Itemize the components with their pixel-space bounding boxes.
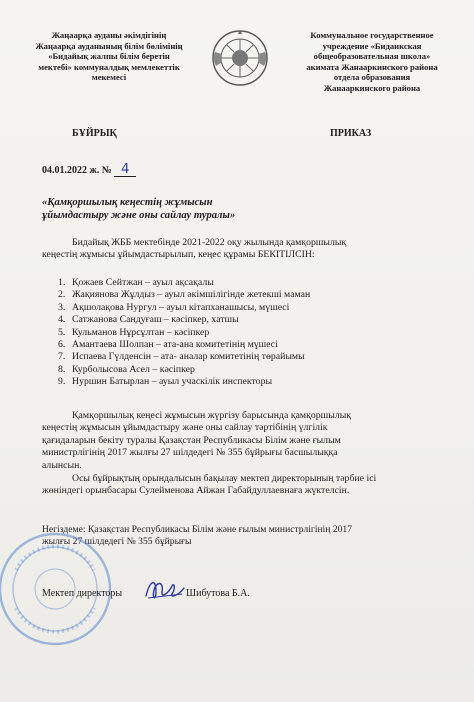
basis-line: жылғы 27 шілдедегі № 355 бұйрығы — [42, 536, 192, 548]
basis-line: Негіздеме: Қазақстан Республикасы Білім және ғылым министрлігінің 2017 — [42, 524, 353, 535]
handwritten-signature-icon — [142, 574, 188, 604]
order-subject-line: «Қамқоршылық кеңестің жұмысын — [42, 197, 213, 208]
header-russian — [278, 30, 466, 94]
header-kazakh-line: «Бидайық жалпы білім беретін — [48, 51, 170, 62]
list-item-text: Нуршин Батырлан – ауыл учаскілік инспекторы — [72, 376, 273, 388]
list-item — [58, 327, 438, 339]
header-kazakh — [14, 30, 204, 83]
list-item-number: 8. — [58, 363, 66, 375]
order-subject-line: ұйымдастыру және оны сайлау туралы» — [42, 210, 236, 221]
list-item-number: 3. — [58, 301, 66, 313]
order-date: 04.01.2022 ж. № — [42, 165, 112, 176]
intro-paragraph — [42, 237, 446, 262]
order-title-kazakh: БҰЙРЫҚ — [72, 128, 117, 139]
list-item-number: 4. — [58, 314, 66, 326]
list-item-number: 7. — [58, 351, 66, 363]
list-item — [58, 339, 438, 351]
list-item-text: Қожаев Сейтжан – ауыл ақсақалы — [72, 277, 214, 288]
council-members-list — [58, 277, 438, 389]
signatory-role: Мектеп директоры — [42, 588, 123, 599]
list-item — [58, 364, 438, 376]
list-item-text: Амантаева Шолпан – ата-ана комитетінің мүшесі — [72, 339, 278, 351]
paragraph-line: министрлігінің 2017 жылғы 27 шілдедегі № 355 бұйрығы басшылыққа — [42, 447, 338, 459]
signatory-name: Шибутова Б.А. — [186, 588, 250, 599]
intro-line: Бидайық ЖББ мектебінде 2021-2022 оқу жылында қамқоршылық — [72, 237, 347, 248]
order-number: 4 — [114, 164, 136, 177]
list-item — [58, 302, 438, 314]
list-item — [58, 351, 438, 363]
list-item — [58, 314, 438, 326]
paragraph-line: кеңестің жұмысын ұйымдастыру және оны сайлау тәртібінің үлгілік — [42, 422, 328, 434]
paragraph-line: қағидаларын бекіту туралы Қазақстан Республикасы Білім және ғылым — [42, 434, 341, 446]
list-item-number: 2. — [58, 289, 66, 301]
header-kazakh-line: Жаңаарқа ауданы әкімдігінің — [51, 30, 167, 40]
list-item — [58, 277, 438, 289]
list-item-text: Сатжанова Сандуғаш – кәсіпкер, хатшы — [72, 314, 239, 326]
header-russian-line: общеобразовательная школа» — [313, 51, 431, 62]
control-paragraph — [42, 473, 446, 498]
header-kazakh-line: Жаңаарқа ауданының білім бөлімінің — [35, 40, 183, 51]
order-title-russian: ПРИКАЗ — [330, 128, 372, 139]
header-russian-line: учреждение «Бидаикская — [322, 40, 422, 51]
order-date-line — [42, 164, 136, 177]
list-item-text: Жақиянова Жұлдыз – ауыл әкімшілігінде жетекші маман — [72, 289, 311, 301]
list-item-text: Курболысова Асел – кәсіпкер — [72, 363, 195, 375]
header-russian-line: Коммунальное государственное — [310, 30, 434, 40]
list-item-text: Кульманов Нұрсұлтан – кәсіпкер — [72, 326, 210, 338]
header-kazakh-line: мекемесі — [91, 72, 127, 83]
list-item-number: 1. — [58, 277, 66, 288]
paragraph-line: Осы бұйрықтың орындалысын бақылау мектеп директорының тәрбие ісі — [72, 473, 377, 484]
paragraph-line: жөніндегі орынбасары Сулейменова Айжан Габайдуллаевнаға жүктелсін. — [42, 485, 350, 497]
procedure-paragraph — [42, 410, 446, 472]
header-russian-line: Жанааркинского района — [323, 82, 421, 93]
header-russian-line: акимата Жанааркинского района — [306, 61, 438, 72]
list-item-number: 9. — [58, 376, 66, 388]
kazakhstan-emblem-icon — [210, 28, 270, 88]
paragraph-line: Қамқоршылық кеңесі жұмысын жүргізу барысында қамқоршылық — [72, 410, 352, 421]
intro-line: кеңестің жұмысы ұйымдастырылып, кеңес құрамы БЕКІТІЛСІН: — [42, 249, 315, 261]
header-russian-line: отдела образования — [333, 72, 411, 83]
list-item — [58, 376, 438, 388]
header-kazakh-line: мектебі» коммуналдық мемлекеттік — [38, 61, 180, 72]
list-item-text: Испаева Гүлденсін – ата- аналар комитетінің төрайымы — [72, 351, 305, 363]
list-item-text: Ақшолақова Нургул – ауыл кітапханашысы, мүшесі — [72, 301, 290, 313]
list-item — [58, 289, 438, 301]
list-item-number: 6. — [58, 339, 66, 351]
list-item-number: 5. — [58, 326, 66, 338]
paragraph-line: алынсын. — [42, 459, 82, 471]
order-subject — [42, 196, 342, 222]
